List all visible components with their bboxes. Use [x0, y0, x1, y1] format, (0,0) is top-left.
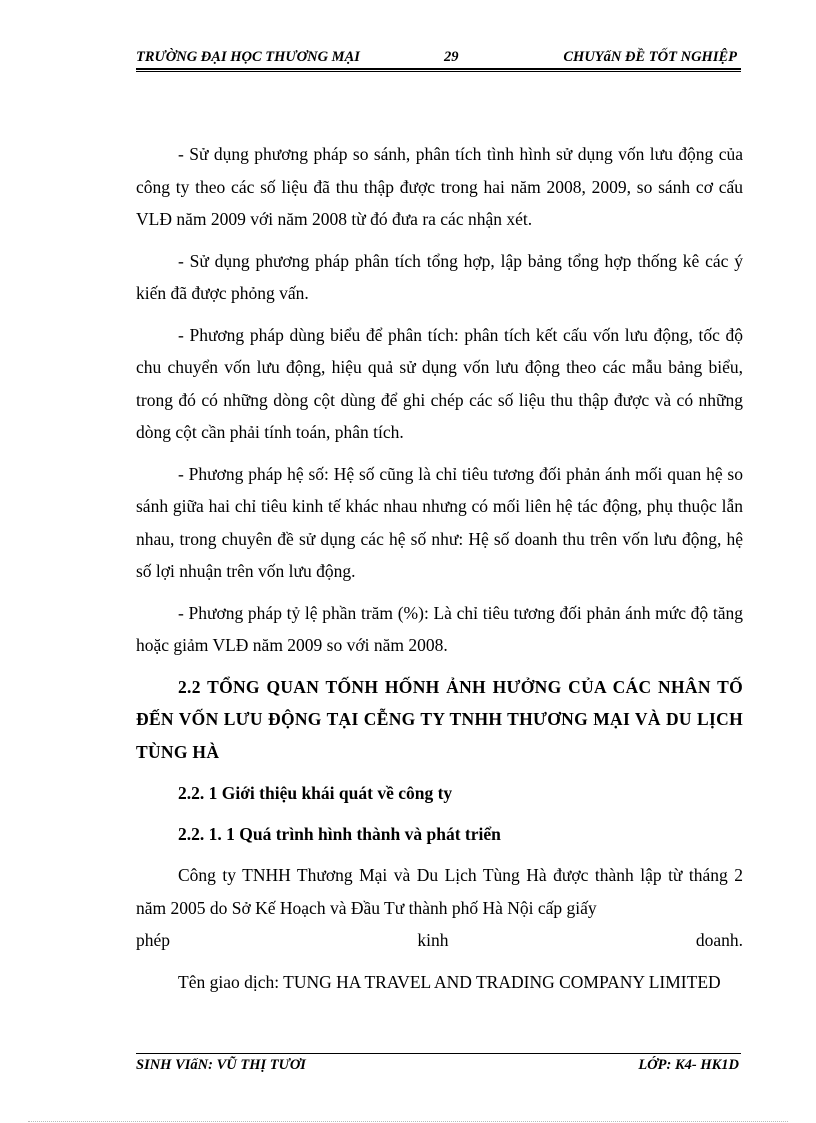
paragraph-chart-method: - Phương pháp dùng biểu để phân tích: phân tích kết cấu vốn lưu động, tốc độ chu chuyển vốn lưu động, hiệu quả sử dụng vốn lưu động theo các mẫu bảng biểu, trong đó có những dòng cột dùng để ghi chép các số liệu thu thập được và có những dòng cột cần phải tính toán, phân tích.: [136, 324, 743, 442]
section-heading: 2.2 TỔNG QUAN TỐNH HỐNH ẢNH HƯỞNG CỦA CÁC NHÂN TỐ ĐẾN VỐN LƯU ĐỘNG TẠI CỄNG TY TNHH THƯƠNG MẠI VÀ DU LỊCH TÙNG HÀ: [136, 676, 743, 762]
header-title: CHUYấN ĐỀ TỐT NGHIỆP: [563, 49, 737, 65]
paragraph-company-founding: [136, 859, 743, 957]
paragraph-synthesis-method: - Sử dụng phương pháp phân tích tổng hợp, lập bảng tổng hợp thống kê các ý kiến đã được phỏng vấn.: [136, 250, 743, 303]
footer-rule: [136, 1053, 741, 1054]
subheading-history: 2.2. 1. 1 Quá trình hình thành và phát triển: [178, 824, 501, 844]
header-rule: [136, 68, 741, 70]
page-bottom-dotted-line: [28, 1121, 788, 1122]
footer-class: LỚP: K4- HK1D: [638, 1057, 739, 1073]
subheading-company-intro: 2.2. 1 Giới thiệu khái quát về công ty: [178, 783, 453, 803]
company-para-last: phép kinh doanh.: [136, 930, 743, 950]
header-page-number: 29: [444, 49, 459, 65]
header-rule-thin: [136, 71, 741, 72]
paragraph-trade-name: Tên giao dịch: TUNG HA TRAVEL AND TRADING COMPANY LIMITED: [178, 971, 721, 992]
footer-student: SINH VIấN: VŨ THỊ TƯƠI: [136, 1057, 306, 1073]
paragraph-percentage-method: - Phương pháp tỷ lệ phần trăm (%): Là chỉ tiêu tương đối phản ánh mức độ tăng hoặc giảm VLĐ năm 2009 so với năm 2008.: [136, 602, 743, 655]
paragraph-comparison-method: - Sử dụng phương pháp so sánh, phân tích tình hình sử dụng vốn lưu động của công ty theo các số liệu đã thu thập được trong hai năm 2008, 2009, so sánh cơ cấu VLĐ năm 2009 với năm 2008 từ đó đưa ra các nhận xét.: [136, 144, 743, 229]
paragraph-coefficient-method: - Phương pháp hệ số: Hệ số cũng là chỉ tiêu tương đối phản ánh mối quan hệ so sánh giữa hai chỉ tiêu kinh tế khác nhau nhưng có mối liên hệ tác động, phụ thuộc lẫn nhau, trong chuyên đề sử dụng các hệ số như: Hệ số doanh thu trên vốn lưu động, hệ số lợi nhuận trên vốn lưu động.: [136, 463, 743, 581]
page-header: [136, 47, 741, 69]
page-body: [136, 138, 743, 1007]
company-para-main: Công ty TNHH Thương Mại và Du Lịch Tùng Hà được thành lập từ tháng 2 năm 2005 do Sở Kế Hoạch và Đầu Tư thành phố Hà Nội cấp giấy: [136, 865, 743, 918]
header-school: TRƯỜNG ĐẠI HỌC THƯƠNG MẠI: [136, 49, 360, 65]
